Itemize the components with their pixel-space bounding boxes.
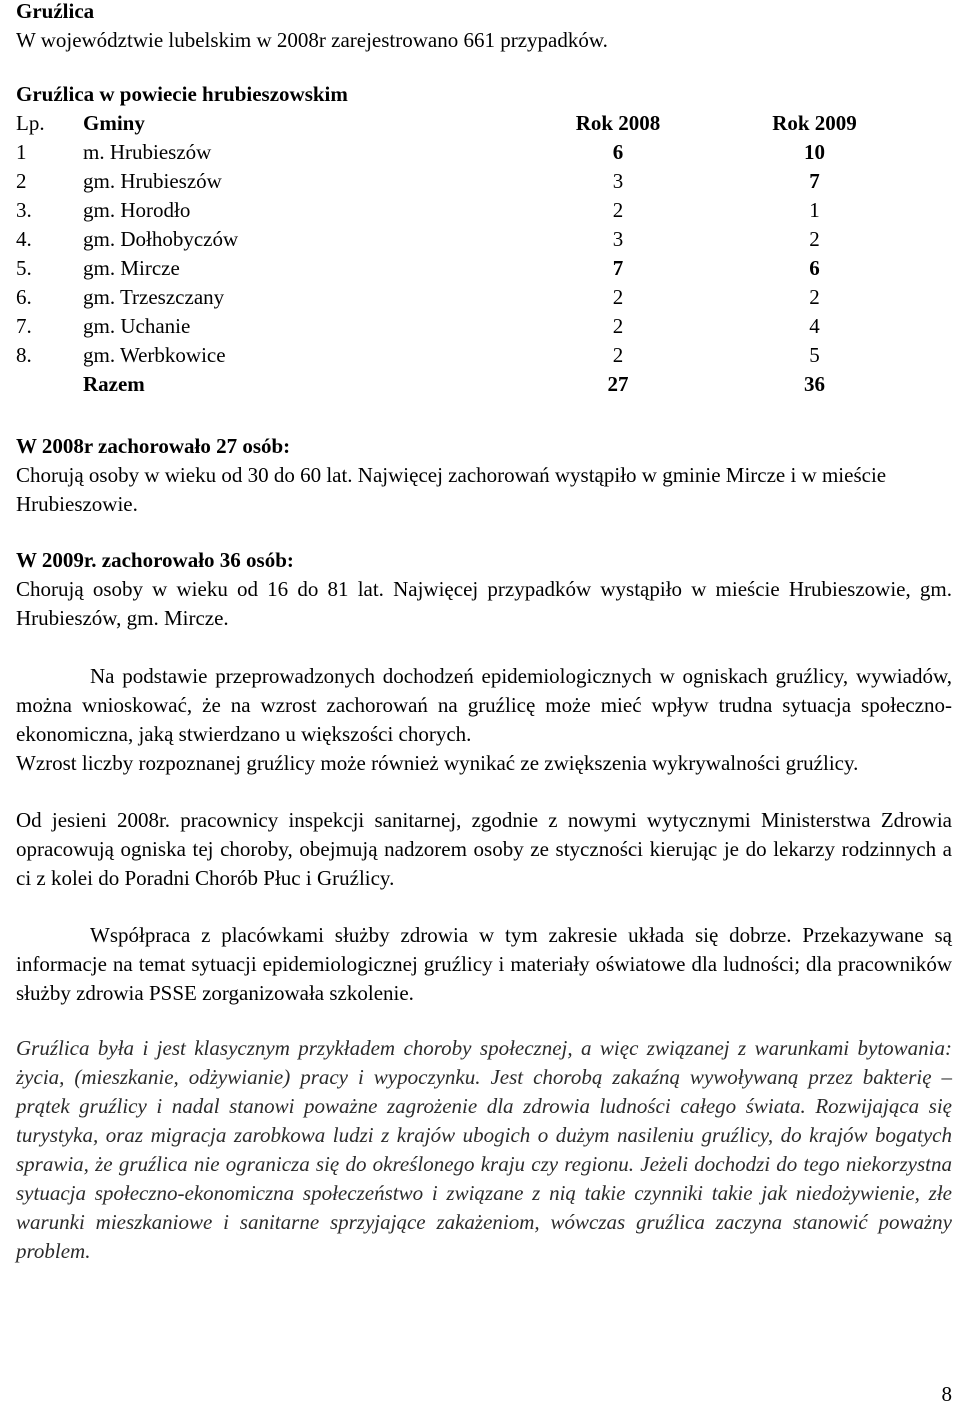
row-2008: 2 bbox=[612, 285, 624, 309]
row-lp: 8. bbox=[16, 343, 32, 367]
row-lp: 3. bbox=[16, 198, 32, 222]
row-2009: 5 bbox=[809, 343, 820, 367]
row-lp: 1 bbox=[16, 140, 27, 164]
table-row bbox=[16, 196, 906, 225]
table-row bbox=[16, 138, 906, 167]
table-header-row bbox=[16, 109, 906, 138]
paragraph-cooperation: Współpraca z placówkami służby zdrowia w tym zakresie układa się dobrze. Przekazywane są informacje na temat sytuacji epidemiologicznej gruźlicy i materiały oświatowe dla ludności; dla pracowników służby zdrowia PSSE zorganizowała szkolenie. bbox=[16, 923, 952, 1005]
row-gmina: m. Hrubieszów bbox=[83, 140, 212, 164]
row-gmina: gm. Horodło bbox=[83, 198, 191, 222]
header-2009: Rok 2009 bbox=[772, 111, 857, 135]
page-number: 8 bbox=[941, 1382, 952, 1406]
paragraph-italic-social-disease: Gruźlica była i jest klasycznym przykładem choroby społecznej, a więc związanej z warunkami bytowania: życia, (mieszkanie, odżywianie) pracy i wypoczynku. Jest chorobą zakaźną wywoływaną przez bakterię – prątek gruźlicy i nadal stanowi poważne zagrożenie dla zdrowia ludności całego świata. Rozwijająca się turystyka, oraz migracja zarobkowa ludzi z krajów ubogich o dużym nasileniu gruźlicy, do krajów bogatych sprawia, że gruźlica nie ogranicza się do określonego kraju czy regionu. Jeżeli dochodzi do tego niekorzystna sytuacja społeczno-ekonomiczna społeczeństwo i związane z nią takie czynniki takie jak niedożywienie, złe warunki mieszkaniowe i sanitarne sprzyjające zakażeniom, wówczas gruźlica zaczyna stanowić poważny problem. bbox=[16, 1036, 952, 1263]
row-gmina: gm. Dołhobyczów bbox=[83, 227, 239, 251]
summary-2008: Chorują osoby w wieku od 30 do 60 lat. Najwięcej zachorowań wystąpiło w gminie Mircze i w mieście Hrubieszowie. bbox=[16, 463, 887, 516]
total-2009: 36 bbox=[804, 372, 825, 396]
row-2008: 3 bbox=[612, 169, 624, 193]
row-gmina: gm. Hrubieszów bbox=[83, 169, 222, 193]
row-2008: 3 bbox=[612, 227, 624, 251]
row-2008: 2 bbox=[612, 198, 624, 222]
header-lp: Lp. bbox=[16, 111, 45, 135]
row-gmina: gm. Mircze bbox=[83, 256, 180, 280]
row-gmina: gm. Trzeszczany bbox=[83, 285, 225, 309]
row-2009: 1 bbox=[809, 198, 820, 222]
table-row bbox=[16, 225, 906, 254]
table-row bbox=[16, 312, 906, 341]
table-row bbox=[16, 167, 906, 196]
row-2009: 2 bbox=[809, 227, 820, 251]
row-2009: 6 bbox=[809, 256, 820, 280]
total-2008: 27 bbox=[607, 372, 629, 396]
document-title: Gruźlica bbox=[16, 0, 95, 23]
paragraph-detection: Wzrost liczby rozpoznanej gruźlicy może również wynikać ze zwiększenia wykrywalności gruźlicy. bbox=[16, 751, 859, 775]
total-lp bbox=[16, 370, 83, 399]
row-gmina: gm. Werbkowice bbox=[83, 343, 226, 367]
row-lp: 7. bbox=[16, 314, 32, 338]
row-2009: 7 bbox=[809, 169, 820, 193]
row-2009: 2 bbox=[809, 285, 820, 309]
row-lp: 4. bbox=[16, 227, 32, 251]
row-lp: 5. bbox=[16, 256, 32, 280]
cases-table bbox=[16, 109, 906, 399]
row-2008: 6 bbox=[612, 140, 624, 164]
table-row bbox=[16, 341, 906, 370]
row-2008: 2 bbox=[612, 314, 624, 338]
row-2009: 10 bbox=[804, 140, 825, 164]
row-gmina: gm. Uchanie bbox=[83, 314, 191, 338]
row-2008: 7 bbox=[612, 256, 624, 280]
row-2009: 4 bbox=[809, 314, 820, 338]
header-2008: Rok 2008 bbox=[575, 111, 661, 135]
header-gminy: Gminy bbox=[83, 111, 145, 135]
table-row bbox=[16, 283, 906, 312]
heading-2008: W 2008r zachorowało 27 osób: bbox=[16, 434, 291, 458]
table-row bbox=[16, 254, 906, 283]
paragraph-autumn-2008: Od jesieni 2008r. pracownicy inspekcji sanitarnej, zgodnie z nowymi wytycznymi Ministerstwa Zdrowia opracowują ogniska tej choroby, obejmują nadzorem osoby ze styczności kierując je do lekarzy rodzinnych a ci z kolei do Poradni Chorób Płuc i Gruźlicy. bbox=[16, 808, 952, 890]
total-label: Razem bbox=[83, 372, 145, 396]
row-2008: 2 bbox=[612, 343, 624, 367]
intro-text: W województwie lubelskim w 2008r zarejestrowano 661 przypadków. bbox=[16, 28, 608, 52]
table-title: Gruźlica w powiecie hrubieszowskim bbox=[16, 82, 348, 106]
paragraph-investigation: Na podstawie przeprowadzonych dochodzeń epidemiologicznych w ogniskach gruźlicy, wywiadów, można wnioskować, że na wzrost zachorowań na gruźlicę może mieć wpływ trudna sytuacja społeczno-ekonomiczna, jaką stwierdzano u większości chorych. bbox=[16, 664, 952, 746]
row-lp: 2 bbox=[16, 169, 27, 193]
heading-2009: W 2009r. zachorowało 36 osób: bbox=[16, 548, 294, 572]
table-total-row bbox=[16, 370, 906, 399]
summary-2009: Chorują osoby w wieku od 16 do 81 lat. Najwięcej przypadków wystąpiło w mieście Hrubieszowie, gm. Hrubieszów, gm. Mircze. bbox=[16, 577, 952, 630]
row-lp: 6. bbox=[16, 285, 32, 309]
